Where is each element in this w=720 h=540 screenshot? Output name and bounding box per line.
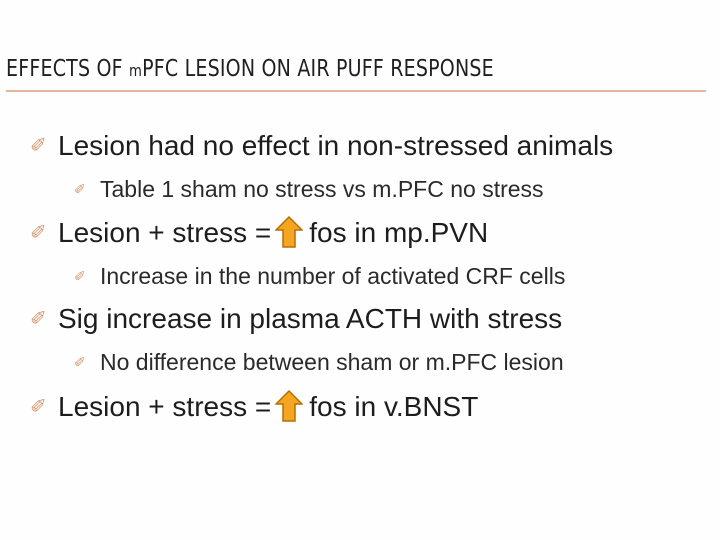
bullet-1-text: Lesion had no effect in non-stressed animals bbox=[58, 130, 614, 161]
bullet-1 bbox=[30, 130, 613, 162]
sub-bullet-icon: ✐ bbox=[74, 268, 86, 284]
bullet-icon: ✐ bbox=[30, 396, 47, 418]
bullet-3-text: Sig increase in plasma ACTH with stress bbox=[58, 303, 563, 334]
bullet-1-1 bbox=[74, 176, 544, 203]
slide-title bbox=[6, 56, 706, 90]
bullet-4-text-after: fos in v.BNST bbox=[309, 391, 479, 422]
bullet-3-1 bbox=[74, 349, 564, 376]
title-divider bbox=[6, 90, 706, 92]
up-arrow-icon bbox=[275, 390, 303, 422]
bullet-4 bbox=[30, 390, 478, 423]
bullet-2-text-after: fos in mp.PVN bbox=[309, 217, 489, 248]
title-part1: EFFECTS OF bbox=[6, 56, 130, 82]
bullet-4-text-before: Lesion + stress = bbox=[58, 391, 272, 422]
bullet-1-1-text: Table 1 sham no stress vs m.PFC no stress bbox=[100, 176, 544, 202]
bullet-3-1-text: No difference between sham or m.PFC lesion bbox=[100, 349, 564, 375]
bullet-icon: ✐ bbox=[30, 308, 47, 330]
bullet-2-text-before: Lesion + stress = bbox=[58, 217, 272, 248]
sub-bullet-icon: ✐ bbox=[74, 181, 86, 197]
title-small: m bbox=[129, 61, 143, 80]
bullet-3 bbox=[30, 303, 562, 335]
bullet-icon: ✐ bbox=[30, 135, 47, 157]
bullet-2-1-text: Increase in the number of activated CRF cells bbox=[100, 263, 566, 289]
up-arrow-icon bbox=[275, 216, 303, 248]
bullet-icon: ✐ bbox=[30, 222, 47, 244]
bullet-2-1 bbox=[74, 263, 565, 290]
bullet-2 bbox=[30, 216, 488, 249]
sub-bullet-icon: ✐ bbox=[74, 354, 86, 370]
title-part2: PFC LESION ON AIR PUFF RESPONSE bbox=[142, 56, 494, 82]
